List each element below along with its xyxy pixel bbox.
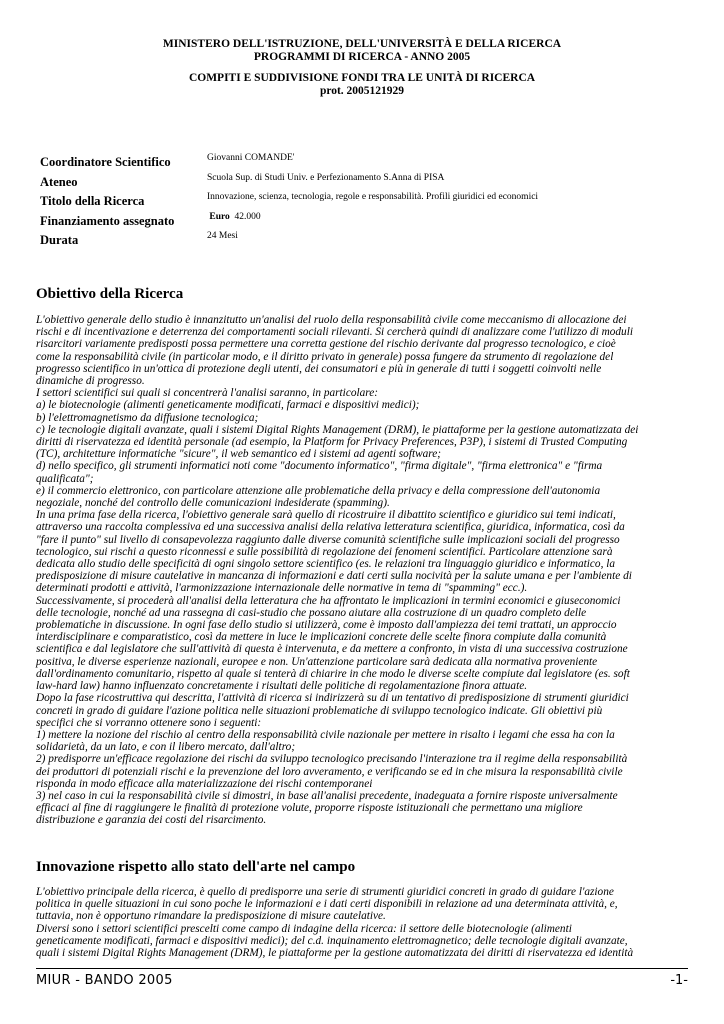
text-line: a) le biotecnologie (alimenti geneticamente modificati, farmaci e dispositivi medici); xyxy=(36,399,420,412)
text-line: delle tecnologie, nonché ad una rassegna di casi-studio che possano aiutare alla costruzione di un quadro completo delle xyxy=(36,606,587,619)
text-line: tecnologico, sui rischi a questo riconnessi e sulle possibilità di regolazione dei fenomeni scientifici. Particolare attenzione sarà xyxy=(36,545,613,558)
text-line: negoziale, nonché del controllo delle comunicazioni indesiderate (spamming). xyxy=(36,497,390,510)
text-line: risponda in modo efficace alla materializzazione dei rischi contemporanei xyxy=(36,777,373,790)
footer-divider xyxy=(36,968,688,969)
text-line: Diversi sono i settori scientifici prescelti come campo di indagine della ricerca: il settore delle biotecnologie (alimenti xyxy=(36,922,572,935)
text-line: predisposizione di misure cautelative in mancanza di informazioni e dati certi sulla nocività per la salute umana e per l'ambiente di xyxy=(36,570,632,583)
text-line: dei produttori di potenziali rischi e la prevenzione del loro avveramento, e verificando se ed in che misura la responsabilità civile xyxy=(36,765,623,778)
text-line: dedicata allo studio delle specificità di ogni singolo settore scientifico (es. le relazioni tra linguaggio giuridico e informatico, la xyxy=(36,558,616,571)
currency-label: Euro xyxy=(209,211,230,222)
text-line: dall'ordinamento comunitario, rispetto al quale si tenterà di chiarire in che modo le diverse scelte compiute dal legislatore (es. soft xyxy=(36,667,630,680)
text-line: rischi e di incentivazione e deterrenza dei comportamenti sociali rilevanti. Si cercherà quindi di analizzare come l'utilizzo di moduli xyxy=(36,326,633,339)
text-line: quali i sistemi Digital Rights Management (DRM), le piattaforme per la gestione automatizzata dei diritti di riservatezza ed identità xyxy=(36,947,634,960)
program-title: PROGRAMMI DI RICERCA - ANNO 2005 xyxy=(253,50,471,63)
text-line: diritti di riservatezza ed identità personale (ad esempio, la Platform for Privacy Preferences, P3P), i sistemi di Trusted Computing xyxy=(36,436,628,449)
text-line: distribuzione e garanzia dei costi del risarcimento. xyxy=(36,814,267,827)
info-row-duration xyxy=(40,231,700,251)
text-line: L'obiettivo principale della ricerca, è quello di predisporre una serie di strumenti giuridici concreti in grado di guidare l'azione xyxy=(36,886,614,898)
text-line: come la responsabilità civile (in particolar modo, e il diritto privato in generale) possa fungere da strumento di regolazione del xyxy=(36,350,614,363)
text-line: positiva, le diverse esperienze nazionali, europee e non. Un'attenzione particolare sarà dedicata alla normativa proveniente xyxy=(36,655,598,668)
info-label: Finanziamento assegnato xyxy=(40,213,175,228)
text-line: c) le tecnologie digitali avanzate, quali i sistemi Digital Rights Management (DRM), le piattaforme per la gestione automatizzata dei xyxy=(36,423,639,436)
text-line: In una prima fase della ricerca, l'obiettivo generale sarà quello di ricostruire il dibattito scientifico e giuridico sui temi indicati, xyxy=(36,509,616,522)
info-row-coordinator xyxy=(40,153,700,173)
text-line: 3) nel caso in cui la responsabilità civile si dimostri, in base all'analisi precedente, inadeguata a fornire risposte universalmente xyxy=(36,789,618,802)
document-title: COMPITI E SUDDIVISIONE FONDI TRA LE UNITÀ DI RICERCA xyxy=(188,72,536,84)
text-line: efficaci al fine di raggiungere le finalità di protezione volute, proporre risposte istituzionali che permettano una migliore xyxy=(36,802,583,815)
section-title-objective: Obiettivo della Ricerca xyxy=(36,286,184,302)
info-label: Titolo della Ricerca xyxy=(40,194,145,208)
funding-amount: 42.000 xyxy=(234,211,261,222)
text-line: law-hard law) hanno influenzato concretamente i risultati delle politiche di regolamentazione finora attuate. xyxy=(36,680,528,693)
text-line: e) il commercio elettronico, con particolare attenzione alle problematiche della privacy e della compressione dell'autonomia xyxy=(36,484,601,497)
text-line: 2) predisporre un'efficace regolazione dei rischi da sviluppo tecnologico precisando l'interazione tra il regime della responsabilità xyxy=(36,753,628,766)
project-info xyxy=(40,153,700,251)
text-line: "fare il punto" sul livello di consapevolezza raggiunto dalle diverse comunità scientifiche sulle implicazioni sociali del progresso xyxy=(36,533,620,546)
info-row-title xyxy=(40,192,700,212)
footer-label: MIUR - BANDO 2005 xyxy=(36,973,173,988)
info-label: Coordinatore Scientifico xyxy=(40,155,171,169)
text-line: scientifica e dal legislatore che sull'attività di questa è intervenuta, e da mettere a confronto, in vista di una successiva costruzione xyxy=(36,643,628,656)
text-line: progresso scientifico in un'ottica di protezione degli utenti, dei consumatori e più in generale di tutti i soggetti coinvolti nelle xyxy=(36,362,602,375)
text-line: (TC), architetture informatiche "sicure", il web semantico ed i sistemi ad agenti software; xyxy=(36,448,442,461)
info-value: Giovanni COMANDE' xyxy=(207,153,295,163)
ministry-title: MINISTERO DELL'ISTRUZIONE, DELL'UNIVERSITÀ E DELLA RICERCA xyxy=(162,38,562,50)
info-value: Innovazione, scienza, tecnologia, regole e responsabilità. Profili giuridici ed economici xyxy=(207,192,539,202)
info-value xyxy=(207,212,261,222)
text-line: b) l'elettromagnetismo da diffusione tecnologica; xyxy=(36,411,259,424)
text-line: interdisciplinare e comparatistico, così da mettere in luce le implicazioni concrete delle scelte finora compiute dalla comunità xyxy=(36,631,607,644)
text-line: attraverso una raccolta complessiva ed una successiva analisi della relativa letteratura scientifica, giuridica, informatica, così da xyxy=(36,521,625,534)
text-line: Dopo la fase ricostruttiva qui descritta, l'attività di ricerca si indirizzerà su di un tentativo di predisposizione di strumenti giuridici xyxy=(36,692,629,705)
text-line: I settori scientifici sui quali si concentrerà l'analisi saranno, in particolare: xyxy=(36,387,379,400)
info-value: Scuola Sup. di Studi Univ. e Perfezionamento S.Anna di PISA xyxy=(207,172,445,183)
section-body-innovation xyxy=(36,886,692,959)
text-line: problematiche in discussione. In ogni fase dello studio si utilizzerà, come è imposto dall'ampiezza dei temi trattati, un approccio xyxy=(36,619,617,632)
text-line: determinati prodotti e attività, l'armonizzazione internazionale delle normative in tema di "spamming" ecc.). xyxy=(36,582,528,595)
text-line: Successivamente, si procederà all'analisi della letteratura che ha affrontato le implicazioni in termini economici e giuseconomici xyxy=(36,594,621,607)
info-row-funding xyxy=(40,212,700,232)
info-row-university xyxy=(40,173,700,193)
text-line: 1) mettere la nozione del rischio al centro della responsabilità civile nazionale per mettere in risalto i legami che essa ha con la xyxy=(36,728,615,741)
section-title-innovation: Innovazione rispetto allo stato dell'arte nel campo xyxy=(36,859,356,875)
text-line: L'obiettivo generale dello studio è innanzitutto un'analisi del ruolo della responsabilità civile come meccanismo di allocazione dei xyxy=(36,314,627,326)
info-label: Durata xyxy=(40,233,79,247)
document-header xyxy=(0,38,724,97)
info-value: 24 Mesi xyxy=(207,231,238,241)
text-line: geneticamente modificati, farmaci e dispositivi medici); del c.d. inquinamento elettromagnetico; delle tecnologie digitali avanzate, xyxy=(36,934,628,947)
section-body-objective xyxy=(36,314,692,827)
page-number: -1- xyxy=(670,973,688,988)
text-line: tuttavia, non è opportuno rimandare la predisposizione di misure cautelative. xyxy=(36,910,386,923)
text-line: politica in quelle situazioni in cui sono poche le informazioni e i dati certi disponibili in relazione ad una determinata attività, e, xyxy=(36,898,618,911)
protocol-number: prot. 2005121929 xyxy=(319,84,405,97)
text-line: solidarietà, da un lato, e con il libero mercato, dall'altro; xyxy=(36,741,296,754)
info-label: Ateneo xyxy=(40,174,78,189)
text-line: qualificata"; xyxy=(36,472,94,485)
text-line: d) nello specifico, gli strumenti informatici noti come "documento informatico", "firma digitale", "firma elettronica" e "firma xyxy=(36,460,603,473)
text-line: risarcitori variamente predisposti possa permettere una corretta gestione del rischio derivante dal progresso tecnologico, e cioè xyxy=(36,338,616,351)
text-line: concreti in grado di guidare l'azione politica nelle situazioni problematiche di sviluppo tecnologico indicate. Gli obiettivi più xyxy=(36,704,603,717)
text-line: dinamiche di progresso. xyxy=(36,375,145,388)
text-line: specifici che si vorranno ottenere sono i seguenti: xyxy=(36,716,262,729)
